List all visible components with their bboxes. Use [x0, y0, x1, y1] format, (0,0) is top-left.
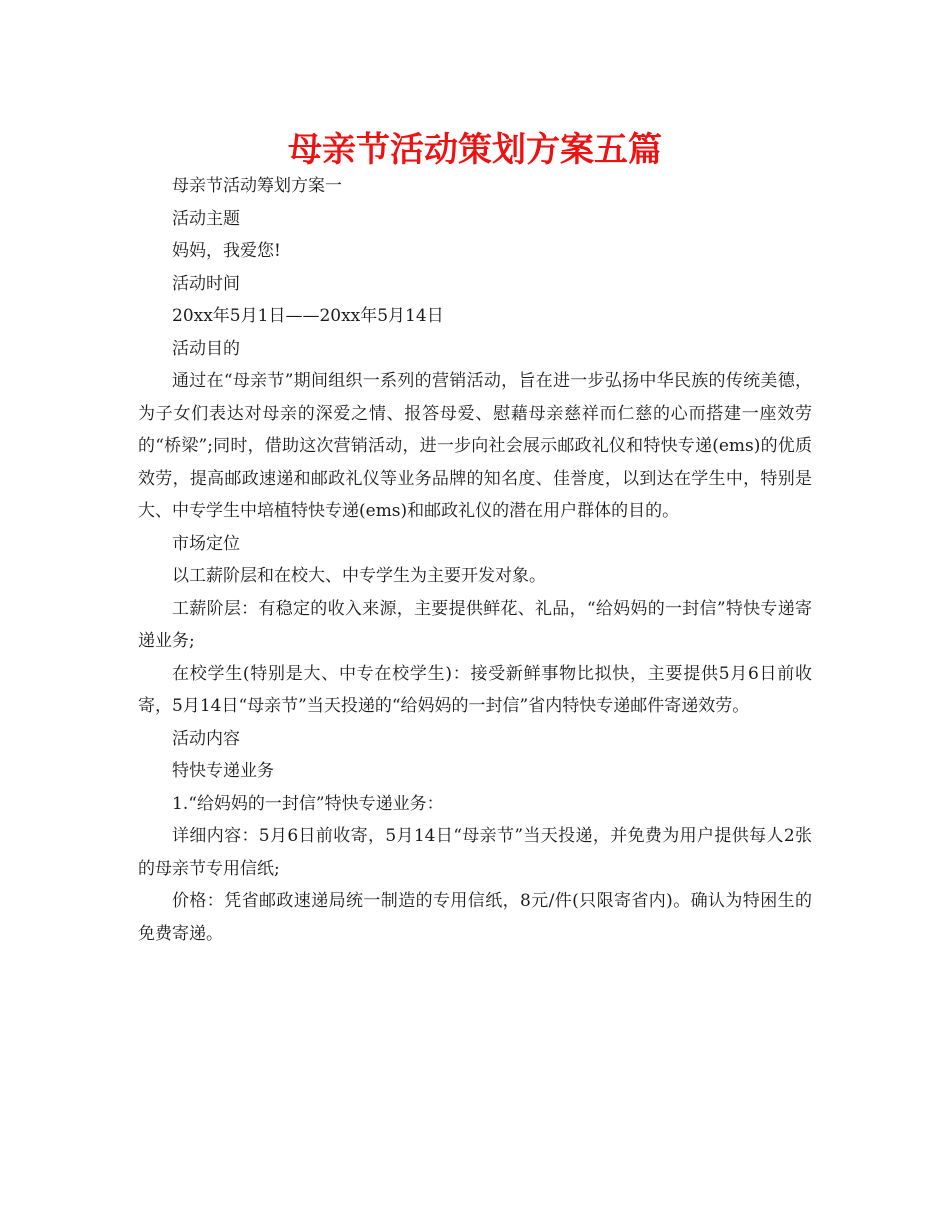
paragraph-plan-heading: 母亲节活动筹划方案一: [172, 176, 342, 196]
paragraph-letter-details: 详细内容：5月6日前收寄，5月14日“母亲节”当天投递，并免费为用户提供每人2张的母亲节专用信纸;: [138, 826, 812, 879]
paragraph-market-workers: 工薪阶层：有稳定的收入来源，主要提供鲜花、礼品，“给妈妈的一封信”特快专递寄递业务;: [138, 598, 812, 651]
paragraph-express-heading: 特快专递业务: [172, 761, 274, 781]
paragraph-theme-heading: 活动主题: [172, 208, 240, 229]
paragraph-theme: 妈妈，我爱您!: [172, 241, 281, 261]
paragraph-purpose: 通过在“母亲节”期间组织一系列的营销活动，旨在进一步弘扬中华民族的传统美德，为子女们表达对母亲的深爱之情、报答母爱、慰藉母亲慈祥而仁慈的心而搭建一座效劳的“桥梁”;同时，借助这次营销活动，进一步向社会展示邮政礼仪和特快专递(ems)的优质效劳，提高邮政速递和邮政礼仪等业务品牌的知名度、佳誉度，以到达在学生中，特别是大、中专学生中培植特快专递(ems)和邮政礼仪的潜在用户群体的目的。: [138, 371, 812, 521]
paragraph-letter-service: 1.“给妈妈的一封信”特快专递业务：: [172, 793, 444, 814]
paragraph-market-students: 在校学生(特别是大、中专在校学生)：接受新鲜事物比拟快，主要提供5月6日前收寄，5月14日“母亲节”当天投递的“给妈妈的一封信”省内特快专递邮件寄递效劳。: [138, 663, 812, 716]
paragraph-letter-price: 价格：凭省邮政速递局统一制造的专用信纸，8元/件(只限寄省内)。确认为特困生的免费寄递。: [138, 891, 812, 944]
document-body: [138, 170, 812, 950]
paragraph-purpose-heading: 活动目的: [172, 338, 240, 359]
paragraph-content-heading: 活动内容: [172, 728, 240, 749]
document-title: 母亲节活动策划方案五篇: [288, 130, 662, 170]
paragraph-time: 20xx年5月1日——20xx年5月14日: [172, 306, 444, 326]
paragraph-market-heading: 市场定位: [172, 533, 240, 554]
paragraph-time-heading: 活动时间: [172, 273, 240, 294]
paragraph-market-target: 以工薪阶层和在校大、中专学生为主要开发对象。: [172, 566, 546, 586]
